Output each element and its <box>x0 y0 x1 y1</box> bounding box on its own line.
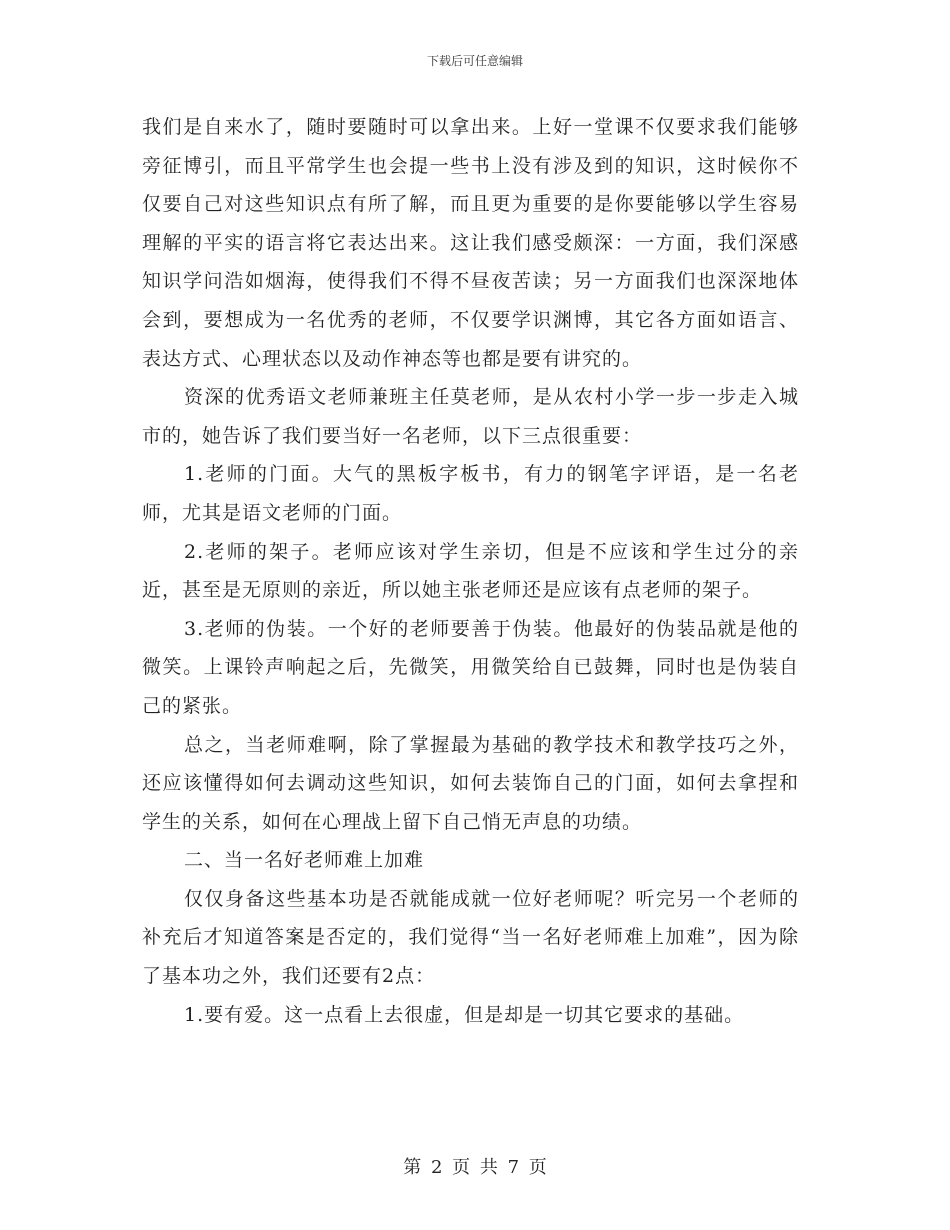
paragraph-point-love: 1.要有爱。这一点看上去很虚，但是却是一切其它要求的基础。 <box>184 1003 745 1026</box>
page-number-footer: 第 2 页 共 7 页 <box>403 1157 547 1178</box>
paragraph-teacher-mo-intro: 资深的优秀语文老师兼班主任莫老师，是从农村小学一步一步走入城市的，她告诉了我们要当好一名老师，以下三点很重要： <box>142 386 799 447</box>
paragraph-section-2-intro: 仅仅身备这些基本功是否就能成就一位好老师呢？听完另一个老师的补充后才知道答案是否定的，我们觉得“当一名好老师难上加难”，因为除了基本功之外，我们还要有2点： <box>142 887 799 988</box>
page-header-note: 下载后可任意编辑 <box>426 54 523 68</box>
paragraph-point-2-posture: 2.老师的架子。老师应该对学生亲切，但是不应该和学生过分的亲近，甚至是无原则的亲近，所以她主张老师还是应该有点老师的架子。 <box>142 540 799 602</box>
paragraph-summary: 总之，当老师难啊，除了掌握最为基础的教学技术和教学技巧之外，还应该懂得如何去调动这些知识，如何去装饰自己的门面，如何去拿捏和学生的关系，如何在心理战上留下自己悄无声息的功绩。 <box>142 733 799 833</box>
section-heading-2: 二、当一名好老师难上加难 <box>184 849 425 872</box>
paragraph-point-1-facade: 1.老师的门面。大气的黑板字板书，有力的钢笔字评语，是一名老师，尤其是语文老师的门面。 <box>142 463 799 524</box>
paragraph-continuation: 我们是自来水了，随时要随时可以拿出来。上好一堂课不仅要求我们能够旁征博引，而且平常学生也会提一些书上没有涉及到的知识，这时候你不仅要自己对这些知识点有所了解，而且更为重要的是你要能够以学生容易理解的平实的语言将它表达出来。这让我们感受颇深：一方面，我们深感知识学问浩如烟海，使得我们不得不昼夜苦读；另一方面我们也深深地体会到，要想成为一名优秀的老师，不仅要学识渊博，其它各方面如语言、表达方式、心理状态以及动作神态等也都是要有讲究的。 <box>142 116 799 370</box>
document-body <box>142 108 799 1034</box>
paragraph-point-3-disguise: 3.老师的伪装。一个好的老师要善于伪装。他最好的伪装品就是他的微笑。上课铃声响起之后，先微笑，用微笑给自已鼓舞，同时也是伪装自己的紧张。 <box>142 617 799 717</box>
